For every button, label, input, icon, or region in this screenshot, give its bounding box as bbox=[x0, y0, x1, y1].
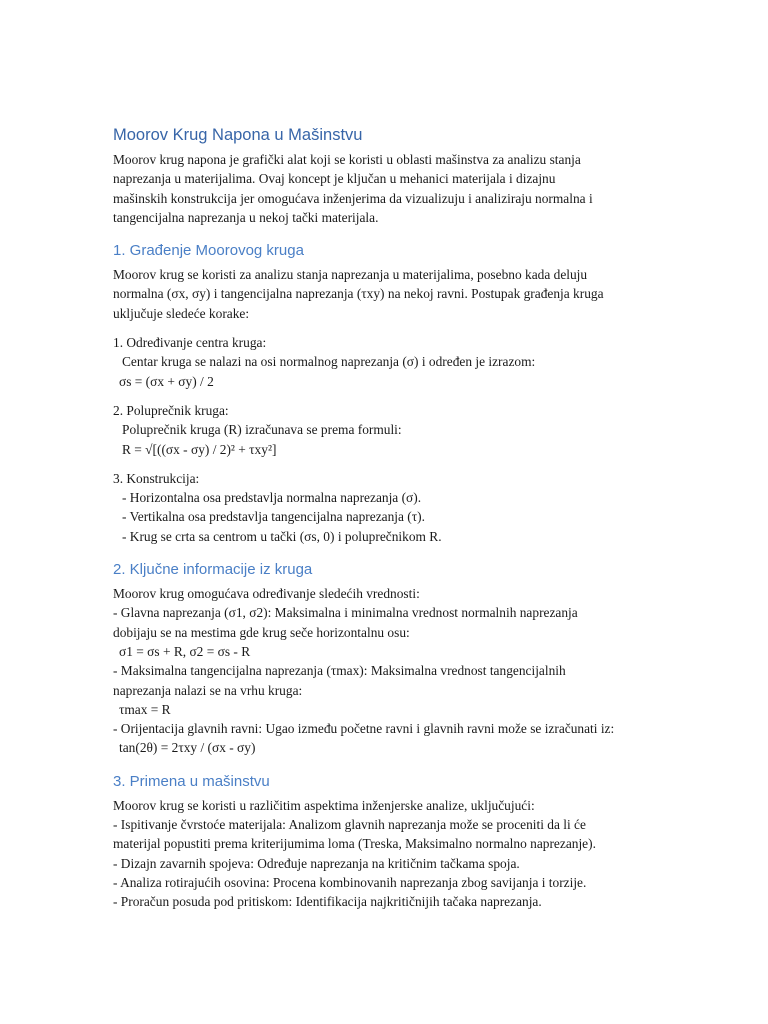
step2-block bbox=[113, 401, 673, 459]
intro-paragraph bbox=[113, 150, 673, 227]
section3-line: - Analiza rotirajućih osovina: Procena kombinovanih naprezanja zbog savijanja i torzije. bbox=[113, 874, 587, 890]
section2-line: dobijaju se na mestima gde krug seče horizontalnu osu: bbox=[113, 624, 410, 640]
intro-line: naprezanja u materijalima. Ovaj koncept je ključan u mehanici materijala i dizajnu bbox=[113, 171, 556, 187]
section1-intro bbox=[113, 265, 673, 323]
step1-text: Centar kruga se nalazi na osi normalnog naprezanja (σ) i određen je izrazom: bbox=[122, 354, 536, 370]
section3-body bbox=[113, 796, 673, 912]
step1-title: 1. Određivanje centra kruga: bbox=[113, 335, 267, 351]
intro-line: tangencijalna naprezanja u nekoj tački materijala. bbox=[113, 209, 379, 225]
section2-line: - Orijentacija glavnih ravni: Ugao između početne ravni i glavnih ravni može se izračunati iz: bbox=[113, 721, 615, 737]
document-page bbox=[113, 124, 673, 912]
section3-line: materijal popustiti prema kriterijumima loma (Treska, Maksimalno normalno naprezanje). bbox=[113, 836, 596, 852]
intro-line: Moorov krug napona je grafički alat koji se koristi u oblasti mašinstva za analizu stanja bbox=[113, 152, 581, 167]
step1-formula: σs = (σx + σy) / 2 bbox=[119, 373, 214, 389]
section3-line: Moorov krug se koristi u različitim aspektima inženjerske analize, uključujući: bbox=[113, 797, 535, 813]
step2-formula: R = √[((σx - σy) / 2)² + τxy²] bbox=[122, 441, 277, 457]
section2-line: naprezanja nalazi se na vrhu kruga: bbox=[113, 682, 303, 698]
step1-block bbox=[113, 333, 673, 391]
section3-heading: 3. Primena u mašinstvu bbox=[113, 772, 270, 790]
intro-line: mašinskih konstrukcija jer omogućava inženjerima da vizualizuju i analiziraju normalna i bbox=[113, 190, 593, 206]
section3-line: - Ispitivanje čvrstoće materijala: Analizom glavnih naprezanja može se proceniti da li će bbox=[113, 817, 586, 833]
section2-formula: tan(2θ) = 2τxy / (σx - σy) bbox=[119, 740, 256, 756]
document-title: Moorov Krug Napona u Mašinstvu bbox=[113, 126, 363, 144]
step3-block bbox=[113, 469, 673, 546]
section2-line: - Glavna naprezanja (σ1, σ2): Maksimalna i minimalna vrednost normalnih naprezanja bbox=[113, 605, 578, 621]
section1-intro-line: normalna (σx, σy) i tangencijalna naprezanja (τxy) na nekoj ravni. Postupak građenja kruga bbox=[113, 286, 604, 302]
step3-title: 3. Konstrukcija: bbox=[113, 470, 200, 486]
step2-title: 2. Poluprečnik kruga: bbox=[113, 402, 229, 418]
section2-body bbox=[113, 584, 673, 758]
section1-intro-line: uključuje sledeće korake: bbox=[113, 305, 250, 321]
section1-intro-line: Moorov krug se koristi za analizu stanja naprezanja u materijalima, posebno kada deluju bbox=[113, 267, 588, 283]
step3-item: - Vertikalna osa predstavlja tangencijalna naprezanja (τ). bbox=[122, 509, 425, 525]
section1-heading: 1. Građenje Moorovog kruga bbox=[113, 242, 304, 260]
step2-text: Poluprečnik kruga (R) izračunava se prema formuli: bbox=[122, 422, 402, 438]
section2-formula: τmax = R bbox=[119, 701, 171, 717]
section2-line: - Maksimalna tangencijalna naprezanja (τmax): Maksimalna vrednost tangencijalnih bbox=[113, 663, 566, 679]
section2-heading: 2. Ključne informacije iz kruga bbox=[113, 561, 313, 579]
section2-formula: σ1 = σs + R, σ2 = σs - R bbox=[119, 643, 251, 659]
section3-line: - Dizajn zavarnih spojeva: Određuje naprezanja na kritičnim tačkama spoja. bbox=[113, 855, 520, 871]
step3-item: - Krug se crta sa centrom u tački (σs, 0) i poluprečnikom R. bbox=[122, 528, 442, 544]
section3-line: - Proračun posuda pod pritiskom: Identifikacija najkritičnijih tačaka naprezanja. bbox=[113, 894, 542, 910]
section2-line: Moorov krug omogućava određivanje sledećih vrednosti: bbox=[113, 586, 420, 602]
step3-item: - Horizontalna osa predstavlja normalna naprezanja (σ). bbox=[122, 490, 422, 506]
